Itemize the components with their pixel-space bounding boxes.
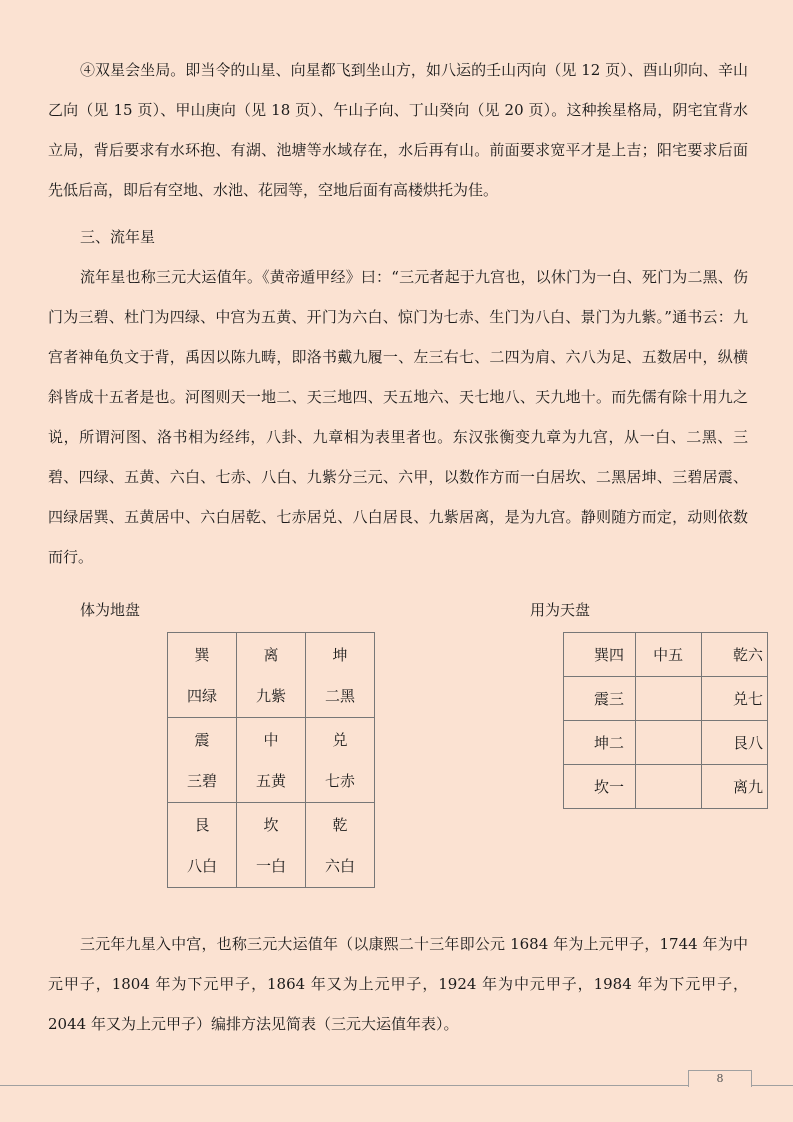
- trigram-label: 离: [263, 646, 279, 664]
- trigram-label: 艮: [194, 816, 210, 834]
- grid-cell: 兑七: [701, 677, 767, 721]
- grid-cell: [168, 803, 237, 888]
- grid-cell: [306, 633, 375, 718]
- grid-cell: 中五: [635, 633, 701, 677]
- grid-cell: [635, 765, 701, 809]
- star-label: 六白: [324, 857, 355, 875]
- star-label: 八白: [186, 857, 217, 875]
- trigram-label: 坤: [332, 646, 348, 664]
- grid-cell: 离九: [701, 765, 767, 809]
- grid-cell: [306, 803, 375, 888]
- grid-cell: [237, 803, 306, 888]
- grid-cell: [635, 677, 701, 721]
- grid-cell: [306, 718, 375, 803]
- star-label: 三碧: [186, 772, 217, 790]
- grid-cell: 巽四: [564, 633, 636, 677]
- trigram-label: 震: [194, 731, 210, 749]
- paragraph-double-star: ④双星会坐局。即当令的山星、向星都飞到坐山方，如八运的壬山丙向（见 12 页）、酉山卯向、辛山乙向（见 15 页）、甲山庚向（见 18 页）、午山子向、丁山癸向（见 20 页）。这种挨星格局，阴宅宜背水立局，背后要求有水环抱、有湖、池塘等水域存在，水后再有山。前面要求宽平才是上吉；阳宅要求后面先低后高，即后有空地、水池、花园等，空地后面有高楼烘托为佳。: [48, 61, 748, 199]
- grid-cell: 艮八: [701, 721, 767, 765]
- trigram-label: 巽: [194, 646, 210, 664]
- paragraph-three-yuan: 三元年九星入中宫，也称三元大运值年（以康熙二十三年即公元 1684 年为上元甲子，1744 年为中元甲子，1804 年为下元甲子，1864 年又为上元甲子，1924 年为中元甲子，1984 年为下元甲子，2044 年又为上元甲子）编排方法见简表（三元大运值年表）。: [48, 935, 748, 1033]
- star-label: 二黑: [324, 687, 355, 705]
- grid-cell: [237, 633, 306, 718]
- grid-row: [564, 765, 768, 809]
- grid-row: [564, 721, 768, 765]
- paragraph-annual-star: 流年星也称三元大运值年。《黄帝遁甲经》曰：“三元者起于九宫也，以休门为一白、死门为二黑、伤门为三碧、杜门为四绿、中宫为五黄、开门为六白、惊门为七赤、生门为八白、景门为九紫。”通书云：九宫者神龟负文于背，禹因以陈九畴，即洛书戴九履一、左三右七、二四为肩、六八为足、五数居中，纵横斜皆成十五者是也。河图则天一地二、天三地四、天五地六、天七地八、天九地十。而先儒有除十用九之说，所谓河图、洛书相为经纬，八卦、九章相为表里者也。东汉张衡变九章为九宫，从一白、二黑、三碧、四绿、五黄、六白、七赤、八白、九紫分三元、六甲，以数作方而一白居坎、二黑居坤、三碧居震、四绿居巽、五黄居中、六白居乾、七赤居兑、八白居艮、九紫居离，是为九宫。静则随方而定，动则依数而行。: [48, 268, 748, 566]
- trigram-label: 中: [263, 731, 279, 749]
- grid-row: [168, 803, 375, 888]
- grid-row: [168, 633, 375, 718]
- star-label: 七赤: [324, 772, 355, 790]
- grid-row: [168, 718, 375, 803]
- grid-cell: 坤二: [564, 721, 636, 765]
- grid-cell: [168, 633, 237, 718]
- footer-divider: [0, 1085, 793, 1086]
- earth-plate-caption: 体为地盘: [80, 601, 141, 619]
- star-label: 九紫: [255, 687, 286, 705]
- trigram-label: 乾: [332, 816, 348, 834]
- grid-cell: [237, 718, 306, 803]
- section-heading: 三、流年星: [80, 228, 156, 246]
- grid-cell: [635, 721, 701, 765]
- grid-cell: [168, 718, 237, 803]
- star-label: 四绿: [186, 687, 217, 705]
- grid-row: [564, 677, 768, 721]
- grid-cell: 坎一: [564, 765, 636, 809]
- grid-row: [564, 633, 768, 677]
- page-number: 8: [688, 1070, 752, 1087]
- grid-cell: 乾六: [701, 633, 767, 677]
- star-label: 一白: [255, 857, 286, 875]
- star-label: 五黄: [255, 772, 286, 790]
- earth-plate-grid: [167, 632, 375, 888]
- trigram-label: 坎: [263, 816, 279, 834]
- heaven-plate-caption: 用为天盘: [530, 601, 591, 619]
- trigram-label: 兑: [332, 731, 348, 749]
- grid-cell: 震三: [564, 677, 636, 721]
- heaven-plate-grid: [563, 632, 768, 809]
